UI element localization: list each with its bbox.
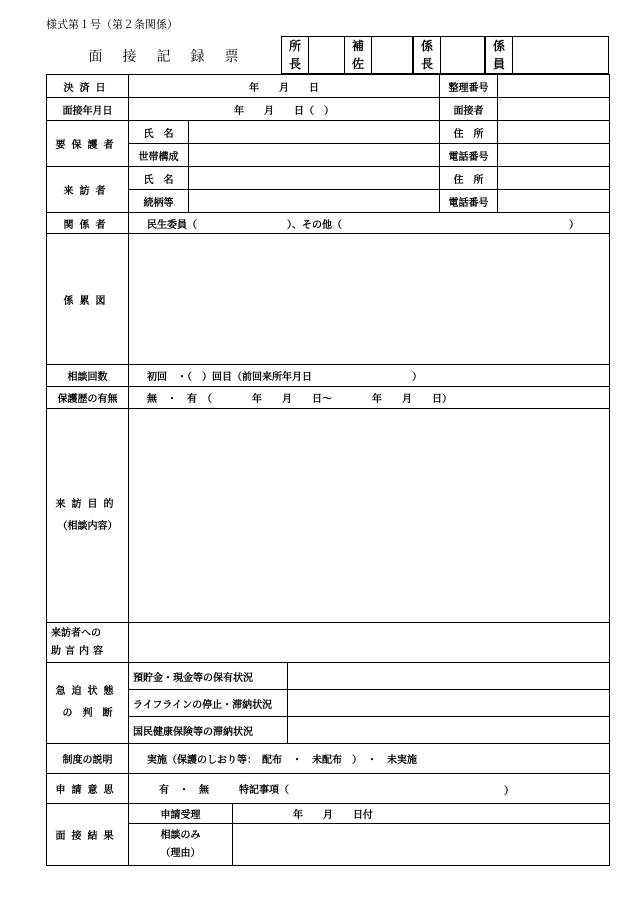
- advice-label-line1: 来訪者への: [51, 627, 101, 639]
- visit-purpose-label-line1: 来訪目的: [55, 498, 120, 510]
- stamp-area[interactable]: [441, 37, 484, 73]
- application-intent-close: ）: [504, 786, 514, 797]
- consult-only-reason-field[interactable]: [233, 824, 610, 866]
- label-name: 氏 名: [129, 121, 189, 144]
- urgency-item-insurance: 国民健康保険等の滞納状況: [129, 717, 288, 744]
- urgency-item-lifeline: ライフラインの停止・滞納状況: [129, 690, 288, 717]
- protected-person-address-field[interactable]: [498, 121, 610, 144]
- system-explanation-field[interactable]: 実施（保護のしおり等： 配布 ・ 未配布 ） ・ 未実施: [129, 744, 610, 774]
- household-field[interactable]: [189, 144, 440, 167]
- stamp-box-assistant: [345, 36, 413, 74]
- settlement-date-field[interactable]: 年 月 日: [129, 75, 440, 98]
- label-urgency: [47, 663, 129, 744]
- stamp-area[interactable]: [513, 37, 608, 73]
- protected-person-name-field[interactable]: [189, 121, 440, 144]
- row-urgency-2: [47, 690, 610, 717]
- stamp-label-top: 補: [351, 39, 364, 53]
- advice-label-line2: 助言内容: [51, 645, 107, 657]
- urgency-insurance-field[interactable]: [288, 717, 610, 744]
- stamp-label-bottom: 佐: [351, 57, 364, 71]
- row-system-explanation: [47, 744, 610, 774]
- label-protected-person: 要保護者: [47, 121, 129, 167]
- stamp-box-staff: [485, 36, 609, 74]
- urgency-label-line1: 急迫状態: [55, 686, 120, 697]
- visitor-address-field[interactable]: [498, 167, 610, 190]
- consultation-count-field[interactable]: 初回 ・（ ）回目（前回来所年月日 ）: [129, 365, 610, 387]
- row-urgency-3: [47, 717, 610, 744]
- reason-label: （理由）: [160, 847, 201, 859]
- label-interview-date: 面接年月日: [47, 98, 129, 121]
- label-consultation-count: 相談回数: [47, 365, 129, 387]
- stamp-label-top: 係: [492, 39, 505, 53]
- row-application-intent: [47, 774, 610, 804]
- urgency-lifeline-field[interactable]: [288, 690, 610, 717]
- reference-number-field[interactable]: [498, 75, 610, 98]
- urgency-item-savings: 預貯金・現金等の保有状況: [129, 663, 288, 690]
- consult-only-label: 相談のみ: [160, 829, 201, 841]
- stamp-label-bottom: 長: [288, 57, 301, 71]
- label-family-diagram: 係累図: [47, 234, 129, 365]
- protection-history-field[interactable]: 無 ・ 有 （ 年 月 日〜 年 月 日）: [129, 387, 610, 409]
- row-consultation-count: [47, 365, 610, 387]
- row-relationship: [47, 190, 610, 213]
- label-reference-number: 整理番号: [440, 75, 498, 98]
- label-relationship: 続柄等: [129, 190, 189, 213]
- stamp-box-director: [281, 36, 345, 74]
- row-result-accepted: [47, 804, 610, 824]
- interview-record-table: [46, 74, 610, 866]
- application-intent-field[interactable]: [129, 774, 610, 804]
- visitor-phone-field[interactable]: [498, 190, 610, 213]
- label-related-parties: 関係者: [47, 213, 129, 234]
- label-address: 住 所: [440, 167, 498, 190]
- label-application-accepted: 申請受理: [129, 804, 233, 824]
- label-visit-purpose: [47, 409, 129, 623]
- urgency-label-line2: の 判 断: [62, 708, 113, 719]
- label-protection-history: 保護歴の有無: [47, 387, 129, 409]
- row-visitor-name: [47, 167, 610, 190]
- stamp-box-chief: [413, 36, 485, 74]
- row-urgency-1: [47, 663, 610, 690]
- label-advice: [47, 623, 129, 663]
- form-number-label: 様式第１号（第２条関係）: [46, 18, 178, 31]
- application-intent-text: 有 ・ 無 特記事項（: [159, 785, 289, 796]
- protected-person-phone-field[interactable]: [498, 144, 610, 167]
- label-household: 世帯構成: [129, 144, 189, 167]
- row-advice: [47, 623, 610, 663]
- interview-date-field[interactable]: 年 月 日（ ）: [129, 98, 440, 121]
- stamp-area[interactable]: [309, 37, 344, 73]
- related-parties-text: 民生委員（ ）、その他（: [147, 219, 342, 231]
- relationship-field[interactable]: [189, 190, 440, 213]
- related-parties-field[interactable]: [129, 213, 610, 234]
- advice-area[interactable]: [129, 623, 610, 663]
- application-accepted-date-field[interactable]: 年 月 日付: [233, 804, 610, 824]
- row-related-parties: [47, 213, 610, 234]
- label-interviewer: 面接者: [440, 98, 498, 121]
- label-settlement-date: 決済日: [47, 75, 129, 98]
- related-parties-close: ）: [569, 220, 579, 231]
- stamp-area[interactable]: [372, 37, 412, 73]
- row-household: [47, 144, 610, 167]
- row-result-consult-only: [47, 824, 610, 866]
- label-phone: 電話番号: [440, 144, 498, 167]
- label-visitor: 来訪者: [47, 167, 129, 213]
- label-application-intent: 申請意思: [47, 774, 129, 804]
- label-address: 住 所: [440, 121, 498, 144]
- stamp-label-bottom: 員: [492, 57, 505, 71]
- row-interview-date: [47, 98, 610, 121]
- stamp-label-top: 所: [288, 39, 301, 53]
- family-diagram-area[interactable]: [129, 234, 610, 365]
- stamp-label-bottom: 長: [420, 57, 433, 71]
- row-protection-history: [47, 387, 610, 409]
- stamp-label-top: 係: [420, 39, 433, 53]
- label-consult-only: [129, 824, 233, 866]
- row-visit-purpose: [47, 409, 610, 623]
- label-interview-result: 面接結果: [47, 804, 129, 866]
- interviewer-field[interactable]: [498, 98, 610, 121]
- label-system-explanation: 制度の説明: [47, 744, 129, 774]
- row-family-diagram: [47, 234, 610, 365]
- label-phone: 電話番号: [440, 190, 498, 213]
- visitor-name-field[interactable]: [189, 167, 440, 190]
- label-name: 氏 名: [129, 167, 189, 190]
- form-title: 面接記録票: [88, 49, 259, 65]
- urgency-savings-field[interactable]: [288, 663, 610, 690]
- visit-purpose-label-line2: （相談内容）: [57, 520, 118, 532]
- row-protected-person-name: [47, 121, 610, 144]
- row-settlement-date: [47, 75, 610, 98]
- visit-purpose-area[interactable]: [129, 409, 610, 623]
